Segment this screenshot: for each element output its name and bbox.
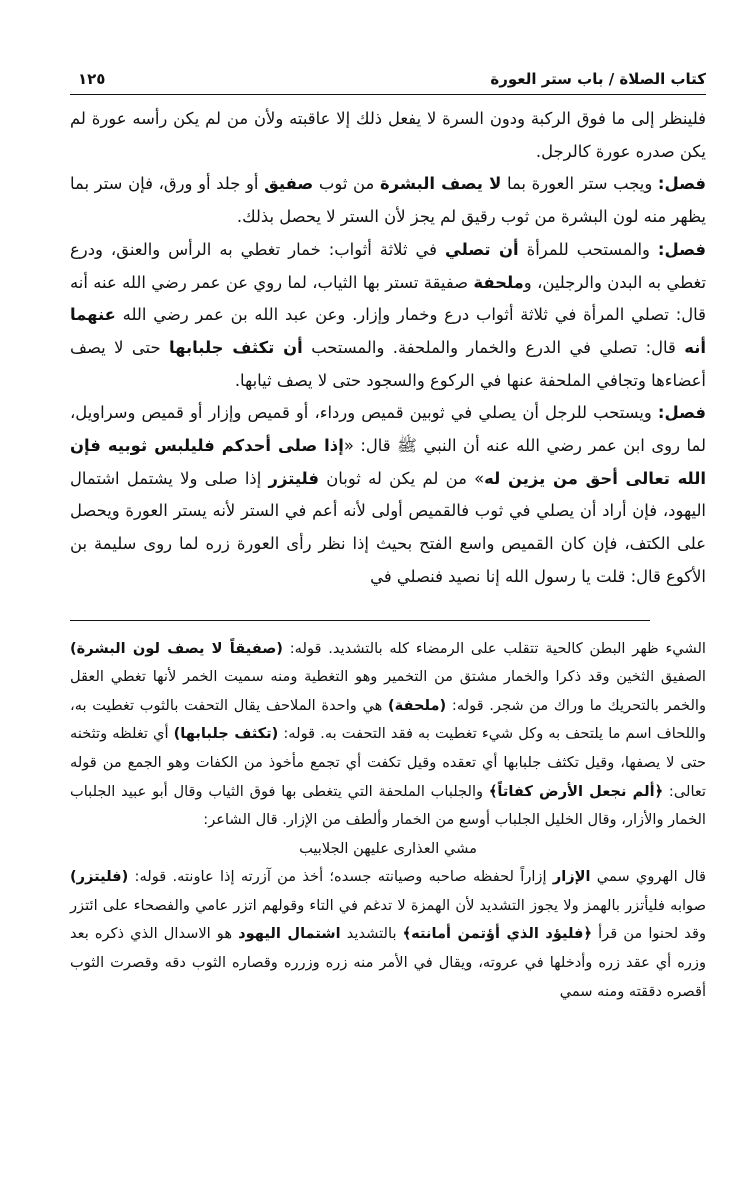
hadith-quote: إذا صلى أحدكم فليلبس ثوبيه فإن الله تعالى أحق من يزين له xyxy=(70,436,707,488)
text-run: الشيء ظهر البطن كالحية تتقلب على الرمضاء كله بالتشديد. قوله: xyxy=(282,639,706,657)
running-title: كتاب الصلاة / باب ستر العورة xyxy=(490,70,706,88)
page-header xyxy=(70,62,706,95)
footnotes xyxy=(70,635,706,1007)
bold-phrase: صفيق xyxy=(264,174,314,194)
text-run: أو جلد أو ورق، فإن ستر بما يظهر منه لون البشرة من ثوب رقيق لم يجز لأن الستر لا يحصل بذلك. xyxy=(70,174,706,227)
bold-phrase: فليتزر xyxy=(268,468,319,488)
bold-phrase: أن تكثف جلبابها xyxy=(169,337,303,357)
text-run: بالتشديد xyxy=(340,925,403,943)
bold-phrase: أن تصلي xyxy=(444,239,519,259)
text-run: ويجب ستر العورة بما xyxy=(501,174,658,194)
paragraph-3 xyxy=(70,234,706,398)
text-run: هي واحدة الملاحف يقال التحفت بالثوب تغطيت به، واللحاف اسم ما يلتحف به وكل شيء تغطيت به فقد التحفت به. قوله: xyxy=(70,696,707,743)
text-run: إزاراً لحفظه صاحبه وصيانته جسده؛ أخذ من آزرته إذا عاونته. قوله: xyxy=(128,868,553,886)
bold-phrase: (تكثف جلبابها) xyxy=(173,725,279,743)
bold-phrase: (صفيقاً لا يصف لون البشرة) xyxy=(70,639,283,657)
bold-phrase: (ملحفة) xyxy=(388,696,447,714)
text-run: حتى لا يصف أعضاءها وتجافي الملحفة عنها في الركوع والسجود حتى لا يصف ثيابها. xyxy=(70,337,706,390)
poetry-verse: مشي العذارى عليهن الجلابيب xyxy=(299,839,477,857)
text-run: فلينظر إلى ما فوق الركبة ودون السرة لا يفعل ذلك إلا عاقبته ولأن من لم يكن رأسه عورة لم يكن صدره عورة كالرجل. xyxy=(70,109,706,161)
bold-phrase: (فليتزر) xyxy=(70,868,129,886)
text-run: قال الهروي سمي xyxy=(590,868,706,886)
text-run: والمستحب للمرأة xyxy=(518,239,658,259)
text-run: هو الاسدال الذي ذكره بعد وزره أي عقد زره وأدخلها في عروته، ويقال في الأمر منه زره وزرره وقصاره الثوب دقه وقصرت الثوب أقصره دققته ومنه سمي xyxy=(70,925,706,1000)
text-run: ويستحب للرجل أن يصلي في ثوبين قميص ورداء، أو قميص وإزار أو قميص وسراويل، لما روى ابن عمر رضي الله عنه أن النبي ﷺ قال: « xyxy=(70,403,706,456)
text-run: والجلباب الملحفة التي يتغطى بها فوق الثياب وقال أبو عبيد الجلباب الخمار والأزار، وقال الخليل الجلباب أوسع من الخمار وألطف من الإزار. قال الشاعر: xyxy=(70,782,706,829)
footnote-divider xyxy=(70,620,650,621)
footnote-paragraph-2 xyxy=(70,863,706,1006)
text-run: في ثلاثة أثواب: خمار تغطي به الرأس والعنق، ودرع تغطي به البدن والرجلين، و xyxy=(70,239,707,292)
text-run: صفيقة تستر بها الثياب، لما روي عن عمر رضي الله عنه أنه قال: تصلي المرأة في ثلاثة أثواب درع وخمار وإزار. وعن عبد الله بن عمر رضي الله xyxy=(70,272,706,325)
bold-phrase: عنهما أنه xyxy=(70,305,706,357)
book-page xyxy=(70,62,706,1006)
section-keyword: فصل: xyxy=(657,239,706,259)
text-run: قال: تصلي في الدرع والخمار والملحفة. والمستحب xyxy=(302,337,685,357)
paragraph-2 xyxy=(70,168,706,233)
bold-phrase: لا يصف البشرة xyxy=(379,174,502,194)
text-run: إذا صلى ولا يشتمل اشتمال اليهود، فإن أراد أن يصلي في ثوب فالقميص أولى لأنه أعم في الستر لأنه يستر العورة ويحصل على الكتف، فإن كان القميص واسع الفتح بحيث إذا نظر رأى العورة زره لما روى سليمة بن الأكوع قال: قلت يا رسول الله إنا نصيد فنصلي في xyxy=(70,468,706,586)
bold-phrase: اشتمال اليهود xyxy=(238,925,341,943)
text-run: من ثوب xyxy=(313,174,380,194)
bold-phrase: الإزار xyxy=(552,868,591,886)
quran-quote: ﴿ألم نجعل الأرض كفاتاً﴾ xyxy=(488,782,664,800)
bold-phrase: ملحفة xyxy=(473,272,524,292)
main-text xyxy=(70,103,706,594)
paragraph-4 xyxy=(70,397,706,593)
quran-quote: ﴿فليؤد الذي أؤتمن أمانته﴾ xyxy=(402,925,593,943)
page-number: ١٢٥ xyxy=(78,70,106,88)
text-run: صوابه فليأتزر بالهمز ولا يجوز التشديد لأن الهمزة لا تدغم في التاء وقولهم اتزر عامي والفصحاء على ائتزر وقد لحنوا من قرأ xyxy=(70,896,706,943)
paragraph-1 xyxy=(70,103,706,168)
text-run: الصفيق الثخين وقد ذكرا والخمار مشتق من التخمير وهو التغطية ومنه سميت الخمر لأنها تغطي العقل والخمر بالتحريك ما وراك من شجر. قوله: xyxy=(70,668,706,714)
text-run: أي تغلظه وتثخنه حتى لا يصفها، وقيل تكثف جلبابها أي تعقده وقيل تكفت أي تجمع مأخوذ من الكفات وهو الجمع من قوله تعالى: xyxy=(70,725,706,800)
text-run: » من لم يكن له ثوبان xyxy=(318,468,485,488)
section-keyword: فصل: xyxy=(657,174,706,194)
section-keyword: فصل: xyxy=(657,403,706,423)
footnote-paragraph-1 xyxy=(70,635,706,835)
